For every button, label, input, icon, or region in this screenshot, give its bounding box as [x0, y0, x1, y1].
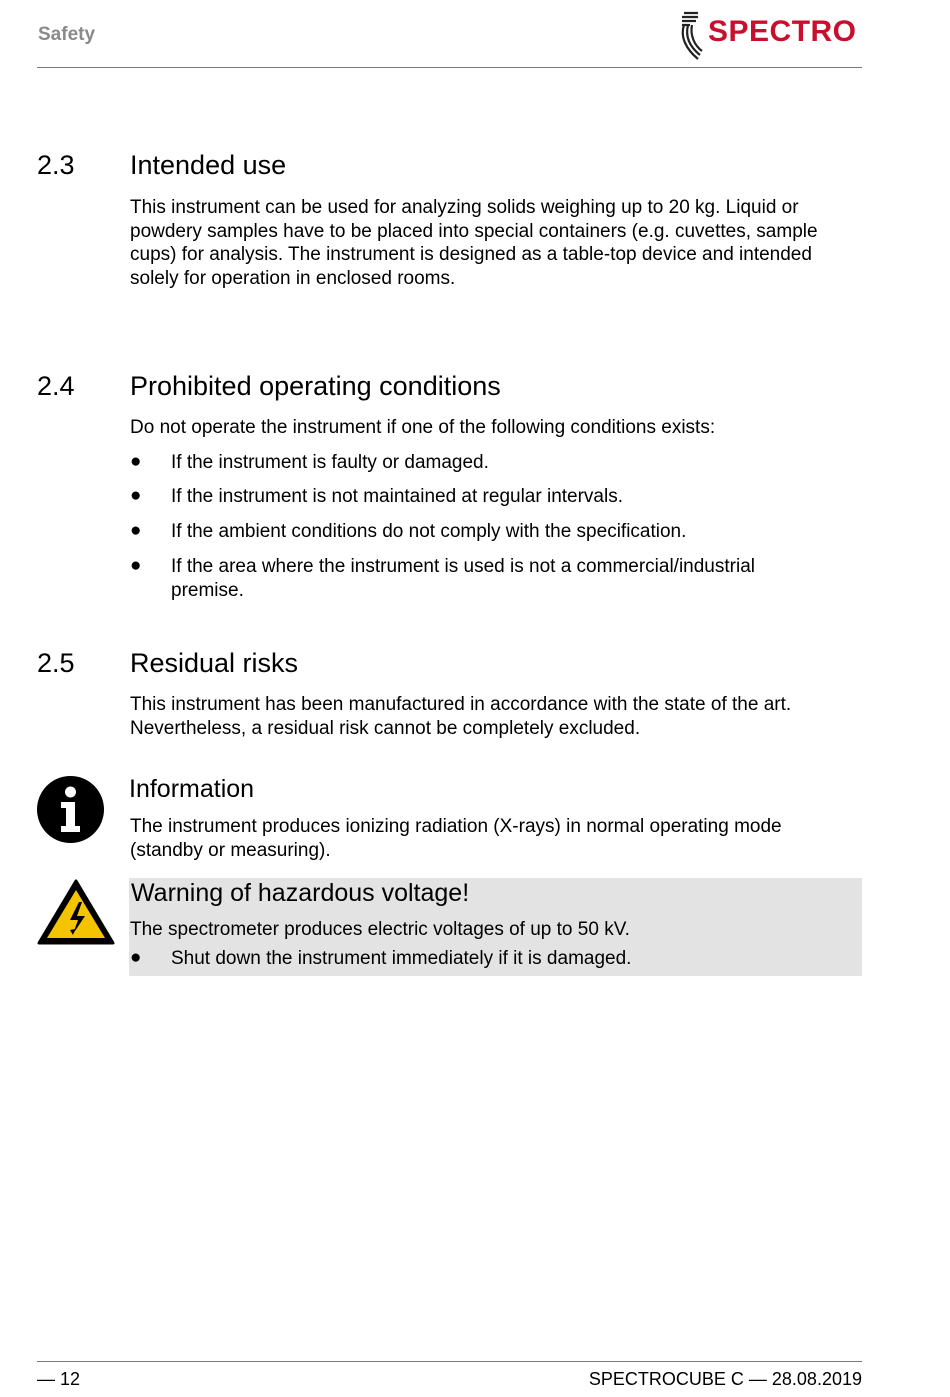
running-header-title: Safety [38, 24, 96, 45]
paragraph-line: (standby or measuring). [130, 839, 331, 861]
header-rule [37, 67, 862, 68]
paragraph-line: This instrument has been manufactured in accordance with the state of the art. [130, 694, 792, 715]
paragraph-line: This instrument can be used for analyzing solids weighing up to 20 kg. Liquid or [130, 197, 799, 218]
section-title: Intended use [130, 150, 287, 180]
bullet-icon: ● [130, 451, 142, 472]
section-number: 2.4 [37, 371, 75, 401]
paragraph-line: cups) for analysis. The instrument is designed as a table-top device and intended [130, 244, 812, 265]
bullet-icon: ● [130, 485, 142, 506]
spectro-logo-mark-icon [680, 9, 710, 61]
list-item: If the ambient conditions do not comply with the specification. [171, 521, 687, 542]
paragraph-line: powdery samples have to be placed into special containers (e.g. cuvettes, sample [130, 220, 818, 242]
warning-title: Warning of hazardous voltage! [131, 879, 470, 907]
document-footer: SPECTROCUBE C — 28.08.2019 [588, 1369, 862, 1389]
section-title: Prohibited operating conditions [130, 371, 501, 401]
bullet-icon: ● [130, 555, 142, 576]
paragraph-line: solely for operation in enclosed rooms. [130, 267, 456, 289]
section-number: 2.5 [37, 648, 75, 678]
list-item: If the instrument is faulty or damaged. [171, 452, 489, 473]
intended-use-paragraph [130, 196, 865, 290]
information-title: Information [129, 775, 255, 803]
list-item: If the area where the instrument is used is not a commercial/industrial premise. [171, 556, 755, 601]
high-voltage-warning-icon [37, 878, 115, 946]
section-title: Residual risks [130, 648, 299, 678]
spectro-logo-text: SPECTRO [708, 15, 857, 48]
warning-text: The spectrometer produces electric voltages of up to 50 kV. [130, 919, 630, 940]
info-icon [37, 776, 104, 843]
section-number: 2.3 [37, 150, 75, 180]
paragraph-line: Nevertheless, a residual risk cannot be completely excluded. [130, 717, 641, 739]
page-number: — 12 [37, 1369, 81, 1389]
spectro-logo [680, 9, 862, 61]
footer-rule [37, 1361, 862, 1362]
list-item: If the instrument is not maintained at regular intervals. [171, 486, 624, 507]
paragraph-line: The instrument produces ionizing radiation (X-rays) in normal operating mode [130, 816, 782, 837]
bullet-icon: ● [130, 520, 142, 541]
warning-bullet: Shut down the instrument immediately if it is damaged. [171, 948, 632, 969]
information-text [130, 815, 865, 862]
prohibited-intro: Do not operate the instrument if one of the following conditions exists: [130, 417, 716, 438]
residual-risks-paragraph [130, 693, 865, 740]
bullet-icon: ● [130, 947, 142, 968]
